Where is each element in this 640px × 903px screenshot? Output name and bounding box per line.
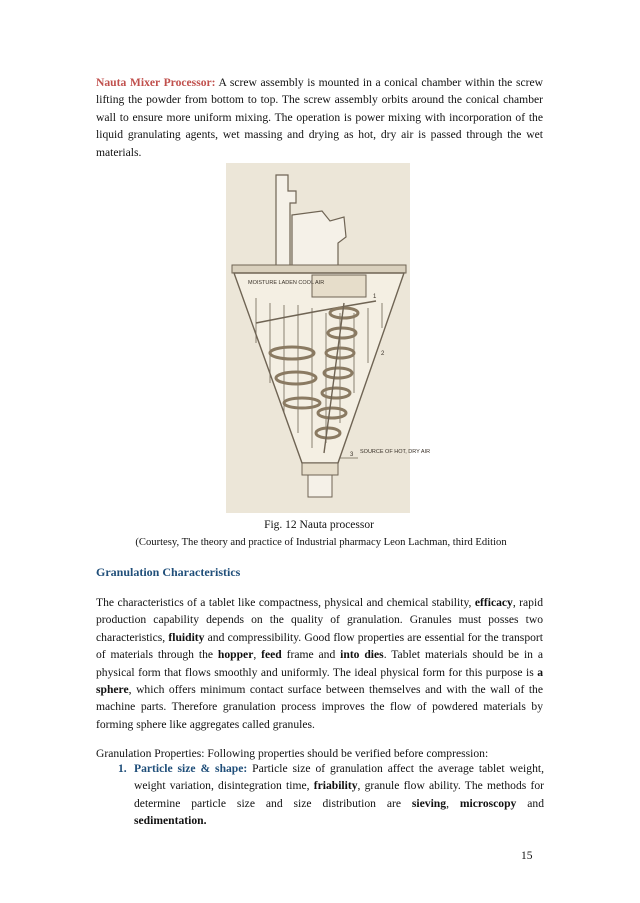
bold-term: a sphere: [96, 665, 543, 697]
section-heading: Granulation Characteristics: [96, 565, 241, 579]
nauta-paragraph: [96, 74, 543, 161]
figure-caption: Fig. 12 Nauta processor: [264, 519, 374, 531]
drive-box: [312, 275, 366, 297]
text-run: ,: [446, 796, 460, 810]
text-run: , which offers minimum contact surface between themselves and with the wall of the machine parts. Therefore granulation process improves the flow of powdered materials by forming sphere like aggregates called granules.: [96, 683, 543, 731]
granulation-paragraph: [96, 594, 543, 733]
nauta-diagram: [226, 163, 431, 513]
cool-air-label: MOISTURE LADEN COOL AIR: [248, 280, 325, 286]
discharge-valve: [302, 463, 338, 475]
nauta-processor-figure: [226, 163, 431, 513]
text-run: frame and: [281, 648, 341, 662]
bold-term: into dies: [340, 648, 384, 662]
bold-term: feed: [261, 648, 282, 662]
chamber-rim: [232, 265, 406, 273]
text-run: . Tablet materials should be in a physical form that flows smoothly and uniformly. The ideal physical form for this purpose is: [96, 648, 543, 679]
hot-air-label: SOURCE OF HOT, DRY AIR: [360, 449, 431, 455]
text-run: ,: [253, 648, 262, 662]
nauta-text: A screw assembly is mounted in a conical chamber within the screw lifting the powder from bottom to top. The screw assembly orbits around the conical chamber wall to ensure more uniform mixing. The operation is power mixing with incorporation of the liquid granulating agents, wet massing and drying as hot, dry air is passed through the wet materials.: [96, 76, 543, 159]
text-run: , rapid production capability depends on the quality of granulation. Granules must posses two characteristics,: [96, 596, 543, 644]
list-item-label: Particle size & shape:: [134, 762, 248, 775]
bold-term: sieving: [411, 796, 447, 810]
list-number: 1.: [118, 762, 127, 775]
motor-housing: [292, 211, 346, 267]
text-run: and compressibility. Good flow properties are essential for the transport of materials through the: [96, 630, 543, 662]
bold-term: microscopy: [459, 796, 517, 810]
page-number: 15: [521, 850, 533, 862]
text-run: , granule flow ability. The methods for determine particle size and size distribution are: [134, 779, 545, 810]
figure-courtesy: (Courtesy, The theory and practice of Industrial pharmacy Leon Lachman, third Edition: [135, 537, 507, 548]
bold-term: efficacy: [474, 596, 513, 609]
text-run: The characteristics of a tablet like compactness, physical and chemical stability,: [96, 596, 475, 609]
properties-intro: Granulation Properties: Following properties should be verified before compression:: [96, 747, 489, 760]
text-run: and: [516, 796, 544, 810]
bold-term: sedimentation.: [134, 814, 207, 828]
bold-term: friability: [313, 779, 358, 793]
list-item-text: [134, 760, 544, 830]
text-run: Particle size of granulation affect the average tablet weight, weight variation, disintegration time,: [134, 762, 544, 793]
part-number-1: 1: [373, 294, 377, 300]
list-item: [118, 760, 544, 830]
discharge-outlet: [308, 475, 332, 497]
nauta-label: Nauta Mixer Processor:: [96, 76, 216, 89]
bold-term: hopper: [217, 648, 254, 662]
part-number-2: 2: [381, 351, 385, 357]
bold-term: fluidity: [168, 630, 205, 644]
part-number-3: 3: [350, 452, 354, 458]
